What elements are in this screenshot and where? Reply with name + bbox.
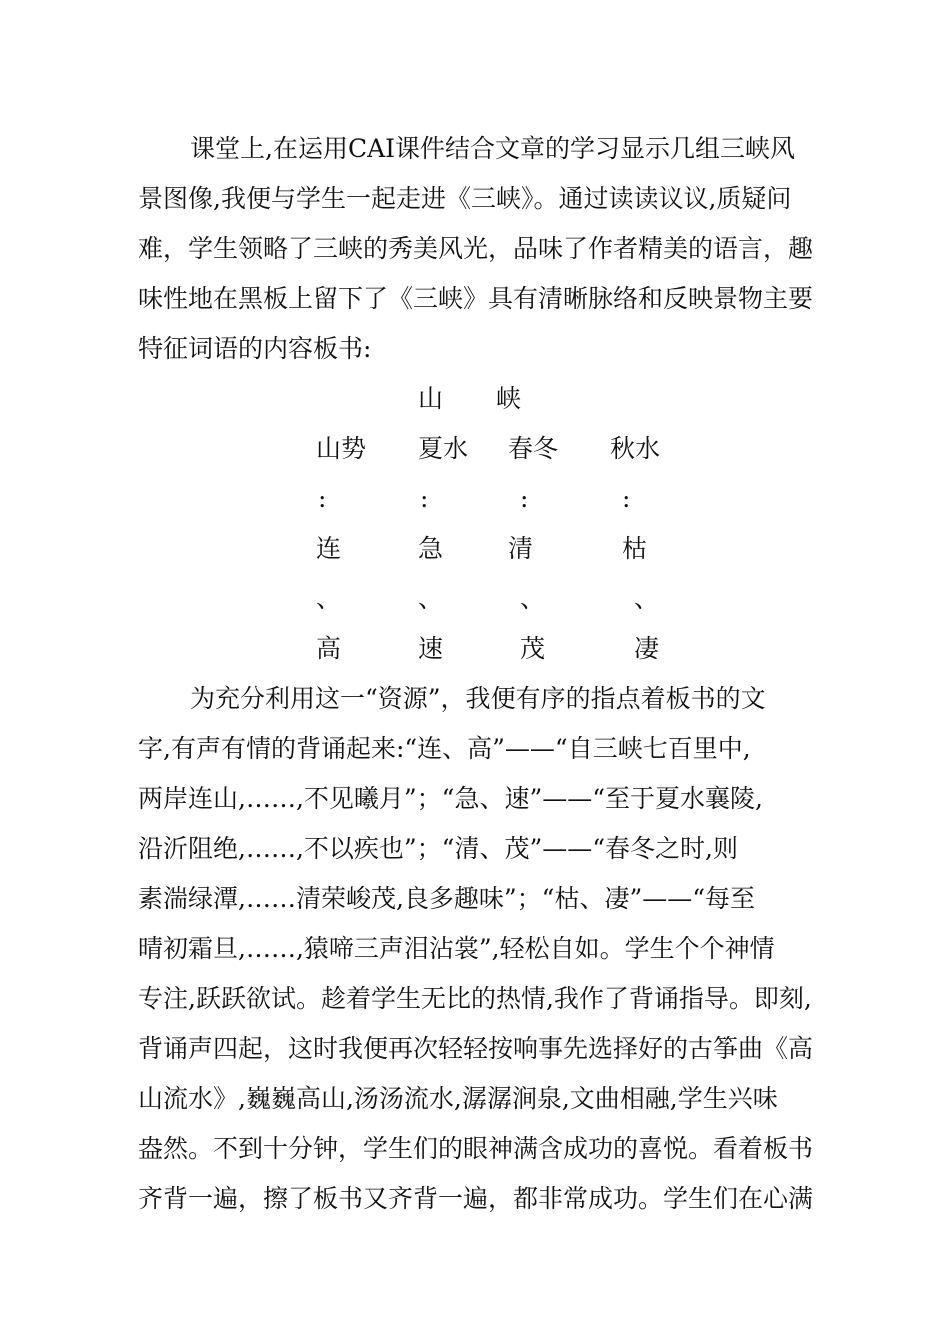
paragraph-line: 山流水》,巍巍高山,汤汤流水,潺潺涧泉,文曲相融,学生兴味 — [138, 1084, 778, 1113]
board-colon: : — [318, 484, 327, 513]
board-colon: : — [520, 484, 529, 513]
paragraph-line: 专注,跃跃欲试。趁着学生无比的热情,我作了背诵指导。即刻, — [138, 984, 812, 1013]
paragraph-line: 沿沂阻绝,……,不以疾也”；“清、茂”——“春冬之时,则 — [138, 834, 738, 863]
board-separator: 、 — [634, 584, 660, 613]
paragraph-line: 素湍绿潭,……清荣峻茂,良多趣味”；“枯、凄”——“每至 — [138, 884, 756, 913]
paragraph-line: 特征词语的内容板书: — [138, 334, 372, 363]
board-heading-mountain: 山势 — [316, 434, 367, 463]
board-title-mountain: 山 — [418, 384, 444, 413]
board-separator: 、 — [520, 584, 546, 613]
paragraph-line: 为充分利用这一“资源”，我便有序的指点着板书的文 — [190, 684, 766, 713]
board-word: 高 — [316, 634, 342, 663]
paragraph-line: 课堂上,在运用CAI课件结合文章的学习显示几组三峡风 — [190, 134, 796, 163]
paragraph-line: 难，学生领略了三峡的秀美风光，品味了作者精美的语言，趣 — [138, 234, 814, 263]
board-title-gorge: 峡 — [496, 384, 522, 413]
board-heading-summer: 夏水 — [418, 434, 469, 463]
paragraph-line: 字,有声有情的背诵起来:“连、高”——“自三峡七百里中, — [138, 734, 751, 763]
paragraph-line: 齐背一遍，擦了板书又齐背一遍，都非常成功。学生们在心满 — [138, 1184, 814, 1213]
board-word: 清 — [508, 534, 534, 563]
board-word: 枯 — [622, 534, 648, 563]
board-word: 速 — [418, 634, 444, 663]
board-separator: 、 — [316, 584, 342, 613]
board-heading-spring-winter: 春冬 — [508, 434, 559, 463]
board-word: 凄 — [634, 634, 660, 663]
paragraph-line: 两岸连山,……,不见曦月”；“急、速”——“至于夏水襄陵, — [138, 784, 763, 813]
paragraph-line: 味性地在黑板上留下了《三峡》具有清晰脉络和反映景物主要 — [138, 284, 814, 313]
board-separator: 、 — [418, 584, 444, 613]
board-colon: : — [622, 484, 631, 513]
paragraph-line: 背诵声四起，这时我便再次轻轻按响事先选择好的古筝曲《高 — [138, 1034, 814, 1063]
board-colon: : — [420, 484, 429, 513]
board-word: 急 — [418, 534, 444, 563]
paragraph-line: 盎然。不到十分钟，学生们的眼神满含成功的喜悦。看着板书 — [138, 1134, 814, 1163]
paragraph-line: 景图像,我便与学生一起走进《三峡》。通过读读议议,质疑问 — [138, 184, 792, 213]
paragraph-line: 晴初霜旦,……,猿啼三声泪沾裳”,轻松自如。学生个个神情 — [138, 934, 775, 963]
board-word: 茂 — [520, 634, 546, 663]
board-word: 连 — [316, 534, 342, 563]
board-heading-autumn: 秋水 — [610, 434, 661, 463]
